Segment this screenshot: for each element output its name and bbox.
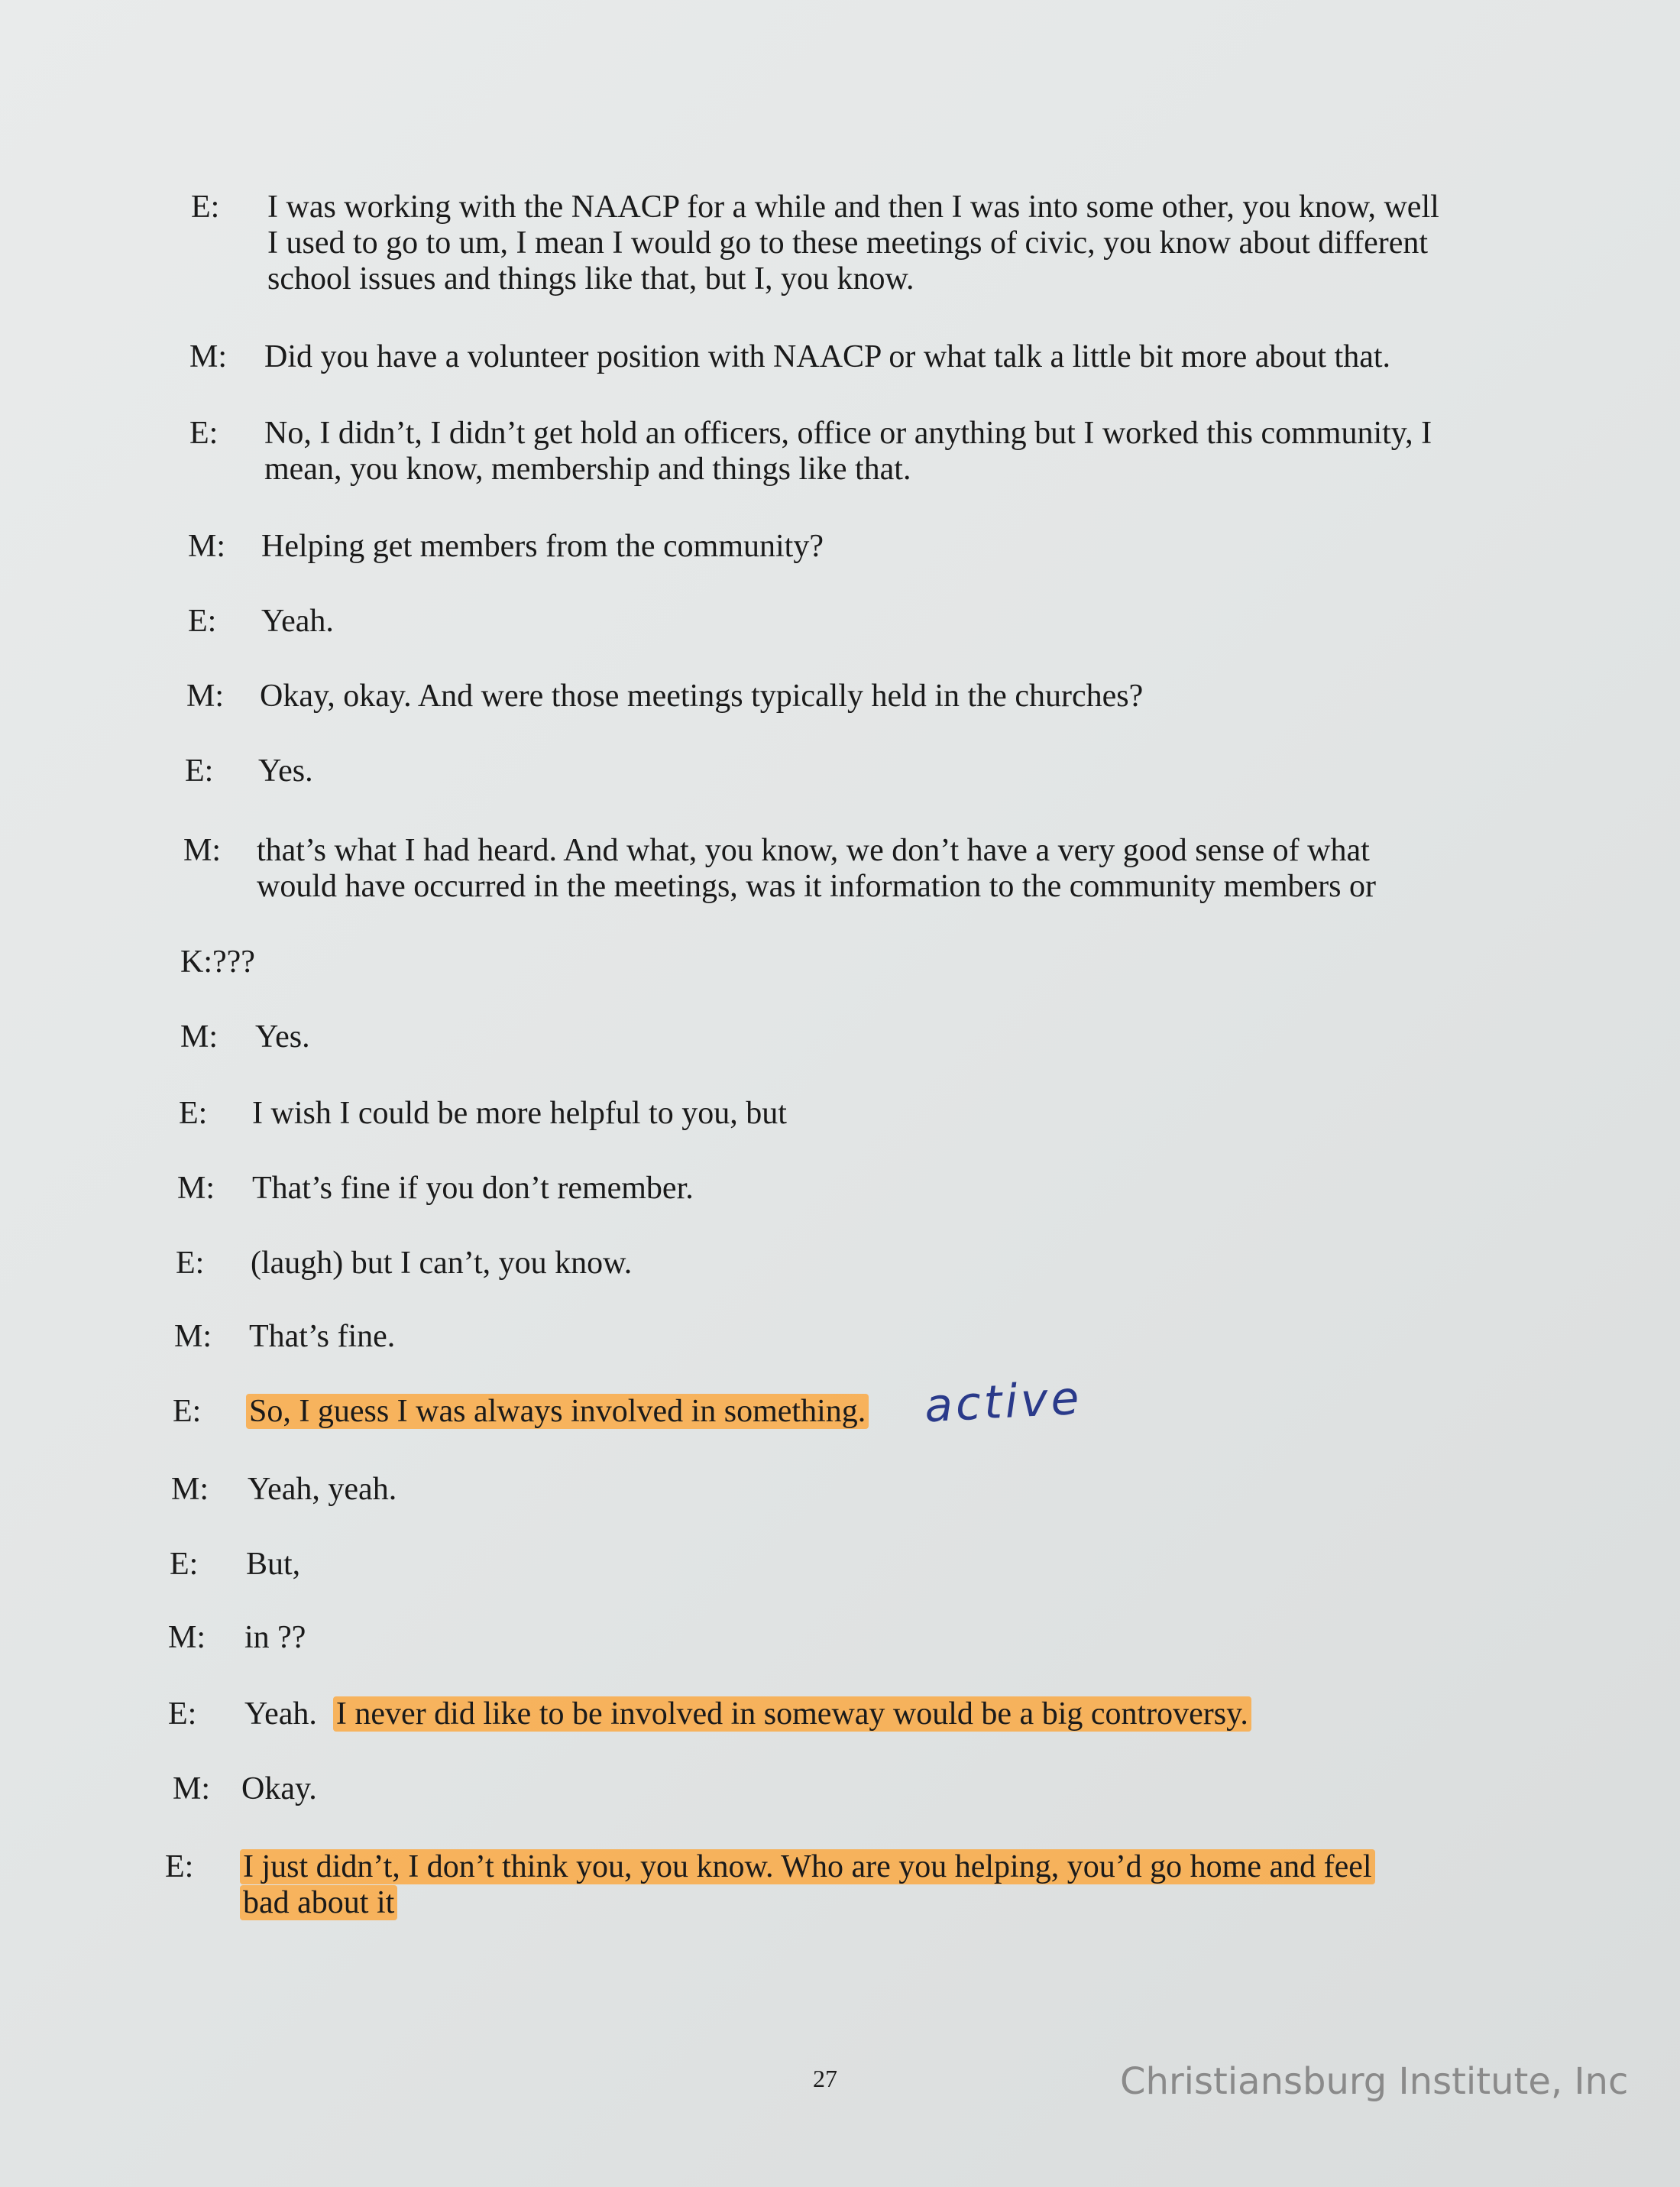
utterance-line: would have occurred in the meetings, was it information to the community members or <box>257 869 1376 904</box>
utterance-line: That’s fine if you don’t remember. <box>252 1171 694 1206</box>
transcript-entry <box>180 944 255 980</box>
utterance <box>252 1171 694 1207</box>
utterance-line: Helping get members from the community? <box>261 529 824 564</box>
utterance-line: Okay. <box>241 1771 317 1806</box>
speaker-label: M: <box>188 529 226 564</box>
utterance <box>264 416 1432 488</box>
speaker-label: M: <box>171 1472 209 1507</box>
utterance-line: Yeah. <box>261 604 334 639</box>
speaker-label: E: <box>189 416 218 451</box>
utterance <box>244 1620 306 1656</box>
utterance <box>255 1019 310 1055</box>
utterance-line: Okay, okay. And were those meetings typically held in the churches? <box>260 679 1144 714</box>
speaker-label: M: <box>189 339 228 374</box>
utterance <box>246 1394 869 1430</box>
utterance <box>244 1696 1251 1732</box>
utterance-line: No, I didn’t, I didn’t get hold an officers, office or anything but I worked this community, I <box>264 416 1432 451</box>
utterance <box>258 753 313 789</box>
utterance-line: Did you have a volunteer position with NAACP or what talk a little bit more about that. <box>264 339 1391 374</box>
utterance <box>260 679 1143 714</box>
utterance <box>264 339 1390 375</box>
utterance-line: Yeah, yeah. <box>248 1472 397 1507</box>
utterance-line: Yes. <box>258 753 313 789</box>
speaker-label: M: <box>183 833 222 868</box>
utterance <box>252 1096 787 1132</box>
utterance <box>241 1771 317 1807</box>
speaker-label: M: <box>180 1019 218 1055</box>
speaker-label: E: <box>179 1096 208 1131</box>
utterance <box>257 833 1376 905</box>
utterance <box>240 1849 1375 1921</box>
speaker-label: M: <box>168 1620 206 1655</box>
utterance-line: I wish I could be more helpful to you, but <box>252 1096 787 1131</box>
page-number: 27 <box>813 2065 837 2092</box>
utterance-line: (laugh) but I can’t, you know. <box>251 1246 633 1281</box>
utterance-line: school issues and things like that, but I, you know. <box>267 261 914 296</box>
utterance-line: Yes. <box>255 1019 310 1055</box>
highlighted-text: So, I guess I was always involved in something. <box>246 1394 869 1429</box>
utterance-line: K:??? <box>180 944 255 980</box>
speaker-label: E: <box>176 1246 205 1281</box>
speaker-label: M: <box>173 1771 211 1806</box>
utterance-line: mean, you know, membership and things like that. <box>264 452 911 487</box>
speaker-label: E: <box>191 190 220 225</box>
utterance-line: that’s what I had heard. And what, you know, we don’t have a very good sense of what <box>257 833 1370 868</box>
utterance-line: in ?? <box>244 1620 306 1655</box>
utterance <box>261 529 824 565</box>
utterance <box>261 604 334 640</box>
utterance <box>251 1246 632 1281</box>
highlighted-text: I never did like to be involved in someway would be a big controversy. <box>333 1696 1251 1732</box>
watermark: Christiansburg Institute, Inc <box>1120 2060 1629 2103</box>
speaker-label: M: <box>174 1319 212 1354</box>
speaker-label: E: <box>188 604 217 639</box>
handwritten-annotation: active <box>923 1371 1084 1434</box>
utterance-line: That’s fine. <box>249 1319 396 1354</box>
utterance <box>249 1319 395 1355</box>
speaker-label: E: <box>168 1696 197 1732</box>
utterance <box>267 190 1439 297</box>
speaker-label: E: <box>173 1394 202 1429</box>
utterance <box>248 1472 397 1508</box>
utterance-line: I was working with the NAACP for a while and then I was into some other, you know, well <box>267 190 1439 225</box>
speaker-label: E: <box>165 1849 194 1884</box>
utterance-plain-part: Yeah. <box>244 1696 333 1732</box>
highlighted-text: bad about it <box>240 1885 397 1920</box>
speaker-label: E: <box>185 753 214 789</box>
utterance-line: But, <box>246 1547 301 1582</box>
utterance-line: I used to go to um, I mean I would go to these meetings of civic, you know about different <box>267 225 1429 261</box>
speaker-label: M: <box>177 1171 215 1206</box>
speaker-label: M: <box>186 679 225 714</box>
highlighted-text: I just didn’t, I don’t think you, you know. Who are you helping, you’d go home and feel <box>240 1849 1375 1884</box>
speaker-label: E: <box>170 1547 199 1582</box>
utterance <box>246 1547 300 1583</box>
